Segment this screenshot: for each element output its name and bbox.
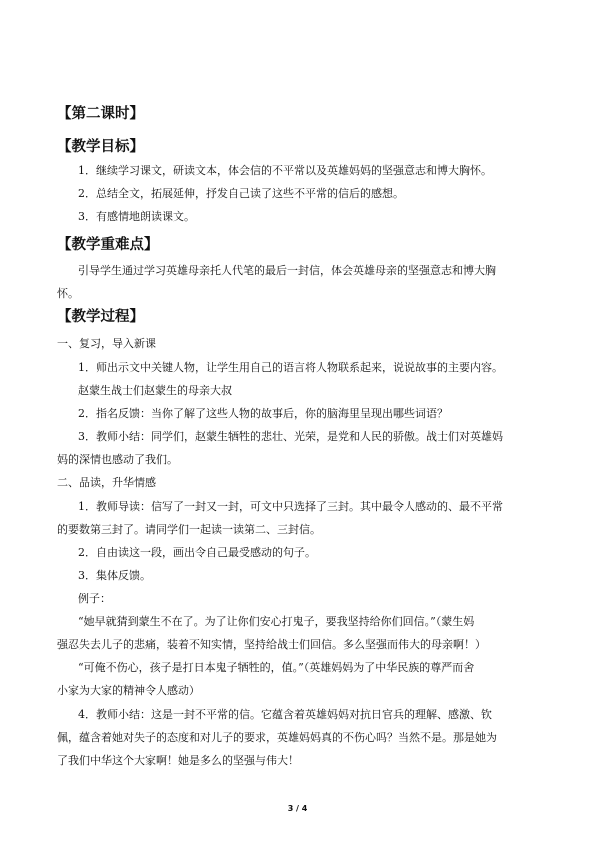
paragraph: 的要数第三封了。请同学们一起读一读第二、三封信。	[57, 523, 321, 536]
process-heading: 【教学过程】	[57, 309, 144, 325]
keypoints-text: 怀。	[57, 287, 79, 300]
paragraph: 小家为大家的精神令人感动）	[57, 684, 200, 697]
paragraph: 例子：	[78, 592, 111, 605]
section-title: 一、复习，导入新课	[57, 337, 156, 350]
paragraph: 2．自由读这一段，画出令自己最受感动的句子。	[78, 546, 316, 559]
paragraph: 3．教师小结：同学们，赵蒙生牺牲的悲壮、光荣，是党和人民的骄傲。战士们对英雄妈	[78, 430, 503, 443]
paragraph: “可俺不伤心，孩子是打日本鬼子牺牲的，值。”（英雄妈妈为了中华民族的尊严而舍	[78, 661, 475, 674]
paragraph: 了我们中华这个大家啊！她是多么的坚强与伟大！	[57, 754, 299, 767]
paragraph: “她早就猜到蒙生不在了。为了让你们安心打鬼子，要我坚持给你们回信。”（蒙生妈	[78, 615, 475, 628]
paragraph: 赵蒙生战士们赵蒙生的母亲大叔	[78, 384, 232, 397]
paragraph: 2．指名反馈：当你了解了这些人物的故事后，你的脑海里呈现出哪些词语？	[78, 407, 448, 420]
paragraph: 1．教师导读：信写了一封又一封，可文中只选择了三封。其中最令人感动的、最不平常	[78, 500, 503, 513]
goal-item: 1．继续学习课文，研读文本，体会信的不平常以及英雄妈妈的坚强意志和博大胸怀。	[78, 164, 492, 177]
goal-item: 3．有感情地朗读课文。	[78, 210, 195, 223]
keypoints-text: 引导学生通过学习英雄母亲托人代笔的最后一封信，体会英雄母亲的坚强意志和博大胸	[78, 264, 496, 277]
keypoints-heading: 【教学重难点】	[57, 237, 159, 253]
paragraph: 妈的深情也感动了我们。	[57, 453, 178, 466]
paragraph: 1．师出示文中关键人物，让学生用自己的语言将人物联系起来，说说故事的主要内容。	[78, 361, 503, 374]
goal-item: 2．总结全文，拓展延伸，抒发自己读了这些不平常的信后的感想。	[78, 187, 404, 200]
paragraph: 强忍失去儿子的悲痛，装着不知实情，坚持给战士们回信。多么坚强而伟大的母亲啊！）	[57, 638, 486, 651]
paragraph: 佩，蕴含着她对失子的态度和对儿子的要求，英雄妈妈真的不伤心吗？当然不是。那是她为	[57, 731, 497, 744]
paragraph: 3．集体反馈。	[78, 569, 151, 582]
goals-heading: 【教学目标】	[57, 139, 144, 155]
paragraph: 4．教师小结：这是一封不平常的信。它蕴含着英雄妈妈对抗日官兵的理解、感激、钦	[78, 708, 492, 721]
section-title: 二、品读，升华情感	[57, 476, 156, 489]
page-number: 3 / 4	[287, 804, 308, 813]
lesson-heading: 【第二课时】	[57, 106, 144, 122]
